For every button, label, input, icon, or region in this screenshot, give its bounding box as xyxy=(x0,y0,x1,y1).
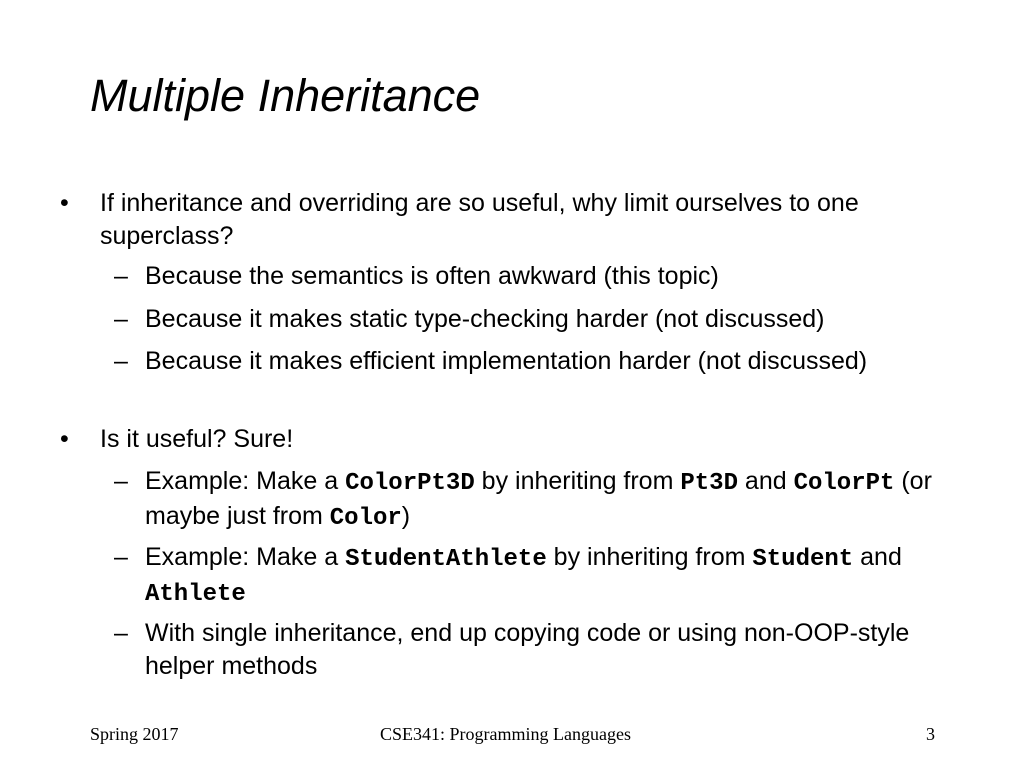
dash-marker: – xyxy=(114,347,128,375)
code-color: Color xyxy=(329,505,402,532)
text-run: by inheriting from xyxy=(474,467,681,495)
slide-title: Multiple Inheritance xyxy=(90,70,481,121)
text-run: Example: Make a xyxy=(145,543,346,571)
bullet-marker: • xyxy=(60,189,69,217)
sub-bullet-1-2: Because it makes static type-checking harder (not discussed) xyxy=(145,305,825,333)
sub-bullet-1-1: Because the semantics is often awkward (this topic) xyxy=(145,262,719,290)
dash-marker: – xyxy=(114,543,128,571)
footer-page-number: 3 xyxy=(926,724,935,744)
code-student: Student xyxy=(752,546,854,573)
dash-marker: – xyxy=(114,262,128,290)
text-run: by inheriting from xyxy=(546,543,753,571)
bullet-marker: • xyxy=(60,425,69,453)
text-run: (or maybe just from xyxy=(145,467,932,530)
text-run: and xyxy=(737,467,794,495)
sub-bullet-2-3: With single inheritance, end up copying code or using non-OOP-style helper methods xyxy=(145,619,910,680)
footer-date: Spring 2017 xyxy=(90,724,179,744)
sub-bullet-2-1 xyxy=(145,465,985,535)
code-pt3d: Pt3D xyxy=(680,470,738,497)
footer-course: CSE341: Programming Languages xyxy=(380,724,631,744)
bullet-1-text: If inheritance and overriding are so useful, why limit ourselves to one superclass? xyxy=(100,189,859,250)
dash-marker: – xyxy=(114,467,128,495)
code-colorpt: ColorPt xyxy=(793,470,895,497)
code-colorpt3d: ColorPt3D xyxy=(345,470,475,497)
text-run: ) xyxy=(401,502,411,530)
dash-marker: – xyxy=(114,305,128,333)
text-run: and xyxy=(853,543,902,571)
code-studentathlete: StudentAthlete xyxy=(345,546,547,573)
dash-marker: – xyxy=(114,619,128,647)
code-athlete: Athlete xyxy=(145,581,246,608)
sub-bullet-1-3: Because it makes efficient implementation harder (not discussed) xyxy=(145,347,868,375)
text-run: Example: Make a xyxy=(145,467,346,495)
sub-bullet-2-2 xyxy=(145,541,985,611)
bullet-2-text: Is it useful? Sure! xyxy=(100,425,294,453)
